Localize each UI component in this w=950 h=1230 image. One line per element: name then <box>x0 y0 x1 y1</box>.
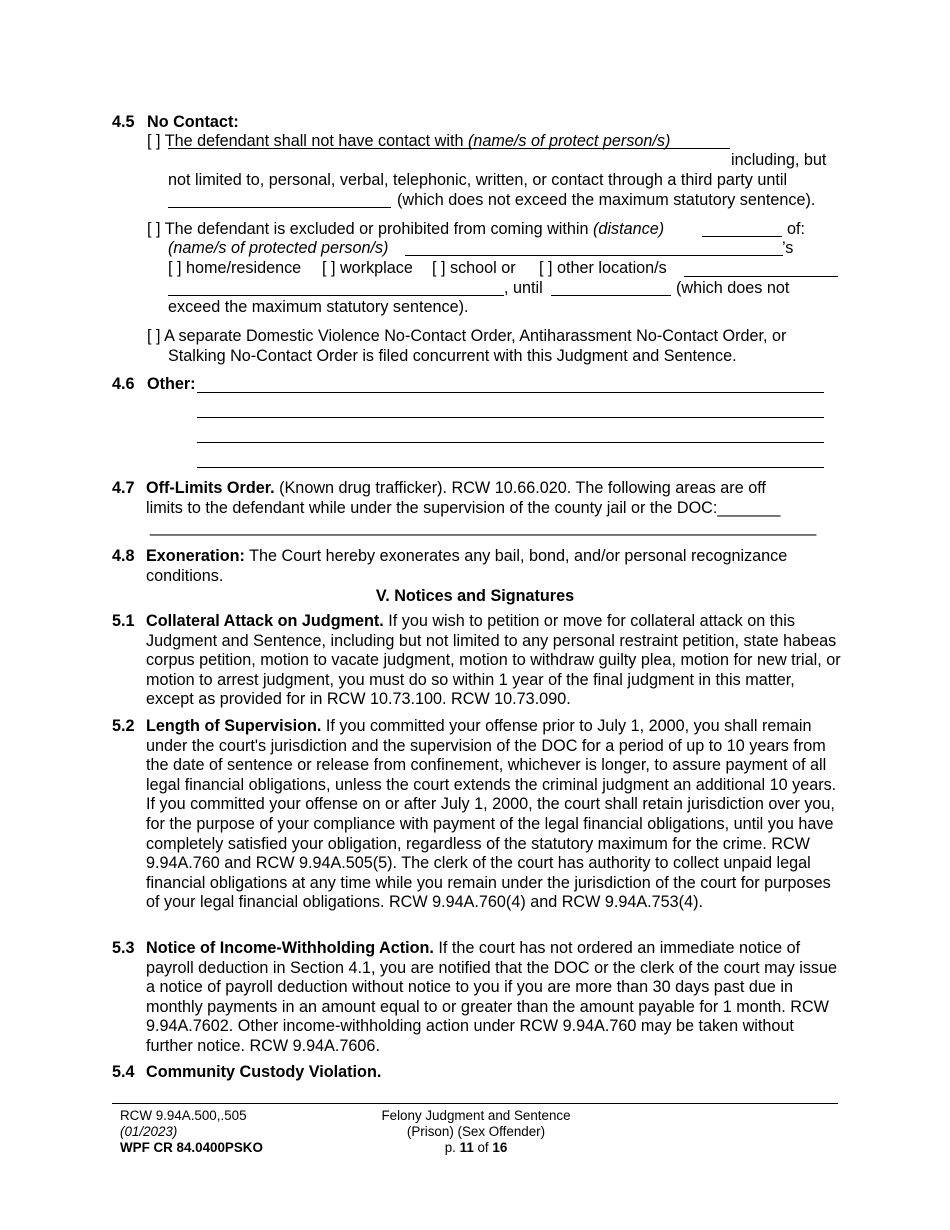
other-blank-2[interactable] <box>197 417 824 418</box>
no-contact-option-2-line-1: [ ] The defendant is excluded or prohibited from coming within (distance) <box>147 220 665 238</box>
checkbox-workplace[interactable]: [ ] workplace <box>322 259 413 277</box>
other-location-blank-2[interactable] <box>168 295 504 296</box>
checkbox-school[interactable]: [ ] school or <box>432 259 516 277</box>
protected-persons-blank[interactable] <box>405 255 783 256</box>
section-4-6-number: 4.6 <box>112 375 135 393</box>
footer-title-2: (Prison) (Sex Offender) <box>406 1124 546 1139</box>
footer-title-1: Felony Judgment and Sentence <box>381 1108 571 1123</box>
other-blank-4[interactable] <box>197 467 824 468</box>
no-contact-option-1-text-c: not limited to, personal, verbal, telephonic, written, or contact through a third party until <box>168 171 788 189</box>
footer-divider <box>112 1103 838 1104</box>
checkbox-home-residence[interactable]: [ ] home/residence <box>168 259 302 277</box>
section-5-3-title: Notice of Income-Withholding Action. <box>146 939 434 957</box>
no-contact-option-1-text-d: (which does not exceed the maximum statutory sentence). <box>397 191 816 209</box>
section-5-1-body: Collateral Attack on Judgment. If you wish to petition or move for collateral attack on this Judgment and Sentence, including but not limited to any personal restraint petition, state habeas corpus petition, motion to vacate judgment, motion to withdraw guilty plea, motion for new trial, or motion to arrest judgment, you must do so within 1 year of the final judgment in this matter, except as provided for in RCW 10.73.100. RCW 10.73.090. <box>146 612 841 709</box>
section-4-8-number: 4.8 <box>112 547 135 565</box>
footer-rcw: RCW 9.94A.500,.505 <box>120 1108 247 1123</box>
section-4-7-number: 4.7 <box>112 479 135 497</box>
off-limits-areas-blank[interactable]: __________________________________________________________________________ <box>150 518 817 536</box>
no-contact-option-1-line-1: [ ] The defendant shall not have contact with (name/s of protect person/s) <box>147 132 671 150</box>
section-4-8-body: Exoneration: The Court hereby exonerates any bail, bond, and/or personal recognizance conditions. <box>146 547 788 585</box>
no-contact-option-2-until: , until <box>504 279 543 297</box>
section-5-1-number: 5.1 <box>112 612 135 630</box>
section-5-3-number: 5.3 <box>112 939 135 957</box>
footer-page-number: p. 11 of 16 <box>444 1140 508 1155</box>
other-blank-1[interactable] <box>197 392 824 393</box>
checkbox-other-location[interactable]: [ ] other location/s <box>539 259 667 277</box>
distance-blank[interactable] <box>702 236 782 237</box>
no-contact-option-2-text-e: (which does not <box>676 279 790 297</box>
checkbox-separate-no-contact-order[interactable]: [ ] A separate Domestic Violence No-Contact Order, Antiharassment No-Contact Order, or <box>147 327 787 345</box>
other-location-blank-1[interactable] <box>684 276 838 277</box>
no-contact-option-2-text-f: exceed the maximum statutory sentence). <box>168 298 469 316</box>
checkbox-excluded[interactable]: [ ] The defendant is excluded or prohibited from coming within <box>147 220 594 238</box>
no-contact-option-1-text-b: including, but <box>731 151 827 169</box>
section-4-7-line-1: Off-Limits Order. (Known drug trafficker). RCW 10.66.020. The following areas are off <box>146 479 766 497</box>
other-blank-3[interactable] <box>197 442 824 443</box>
no-contact-option-2-protected-label: (name/s of protected person/s) <box>168 239 389 257</box>
section-5-1-title: Collateral Attack on Judgment. <box>146 612 384 630</box>
no-contact-until-blank[interactable] <box>168 207 391 208</box>
section-4-6-title: Other: <box>147 375 196 393</box>
section-5-4-title: Community Custody Violation. <box>146 1063 382 1081</box>
section-5-4-number: 5.4 <box>112 1063 135 1081</box>
section-4-7-line-2: limits to the defendant while under the supervision of the county jail or the DOC:_______ <box>146 499 781 517</box>
section-5-2-number: 5.2 <box>112 717 135 735</box>
exclusion-until-blank[interactable] <box>551 295 671 296</box>
section-5-2-title: Length of Supervision. <box>146 717 322 735</box>
checkbox-no-contact[interactable]: [ ] The defendant shall not have contact with <box>147 132 468 150</box>
section-5-3-body: Notice of Income-Withholding Action. If the court has not ordered an immediate notice of payroll deduction in Section 4.1, you are notified that the DOC or the clerk of the court may issue a notice of payroll deduction without notice to you if you are more than 30 days past due in monthly payments in an amount equal to or greater than the amount payable for 1 month. RCW 9.94A.7602. Other income-withholding action under RCW 9.94A.760 may be taken without further notice. RCW 9.94A.7606. <box>146 939 838 1055</box>
footer-form-number: WPF CR 84.0400PSKO <box>120 1140 263 1155</box>
no-contact-option-2-of: of: <box>787 220 805 238</box>
protected-person-blank[interactable] <box>168 148 730 149</box>
section-4-7-title: Off-Limits Order. <box>146 479 275 497</box>
section-4-8-title: Exoneration: <box>146 547 245 565</box>
section-5-2-body: Length of Supervision. If you committed your offense prior to July 1, 2000, you shall remain under the court's jurisdiction and the supervision of the DOC for a period of up to 10 years from the date of sentence or release from confinement, whichever is longer, to assure payment of all legal financial obligations, unless the court extends the criminal judgment an additional 10 years. If you committed your offense on or after July 1, 2000, the court shall retain jurisdiction over you, for the purpose of your compliance with payment of the legal financial obligations, until you have completely satisfied your obligation, regardless of the statutory maximum for the crime. RCW 9.94A.760 and RCW 9.94A.505(5). The clerk of the court has authority to collect unpaid legal financial obligations at any time while you remain under the jurisdiction of the court for purposes of your legal financial obligations. RCW 9.94A.760(4) and RCW 9.94A.753(4). <box>146 717 837 912</box>
no-contact-option-3-text-b: Stalking No-Contact Order is filed concurrent with this Judgment and Sentence. <box>168 347 737 365</box>
section-4-5-number: 4.5 <box>112 113 135 131</box>
no-contact-option-2-possessive: ’s <box>782 239 794 257</box>
section-4-5-title: No Contact: <box>147 113 239 131</box>
section-5-heading: V. Notices and Signatures <box>375 587 575 605</box>
footer-date: (01/2023) <box>120 1124 178 1139</box>
